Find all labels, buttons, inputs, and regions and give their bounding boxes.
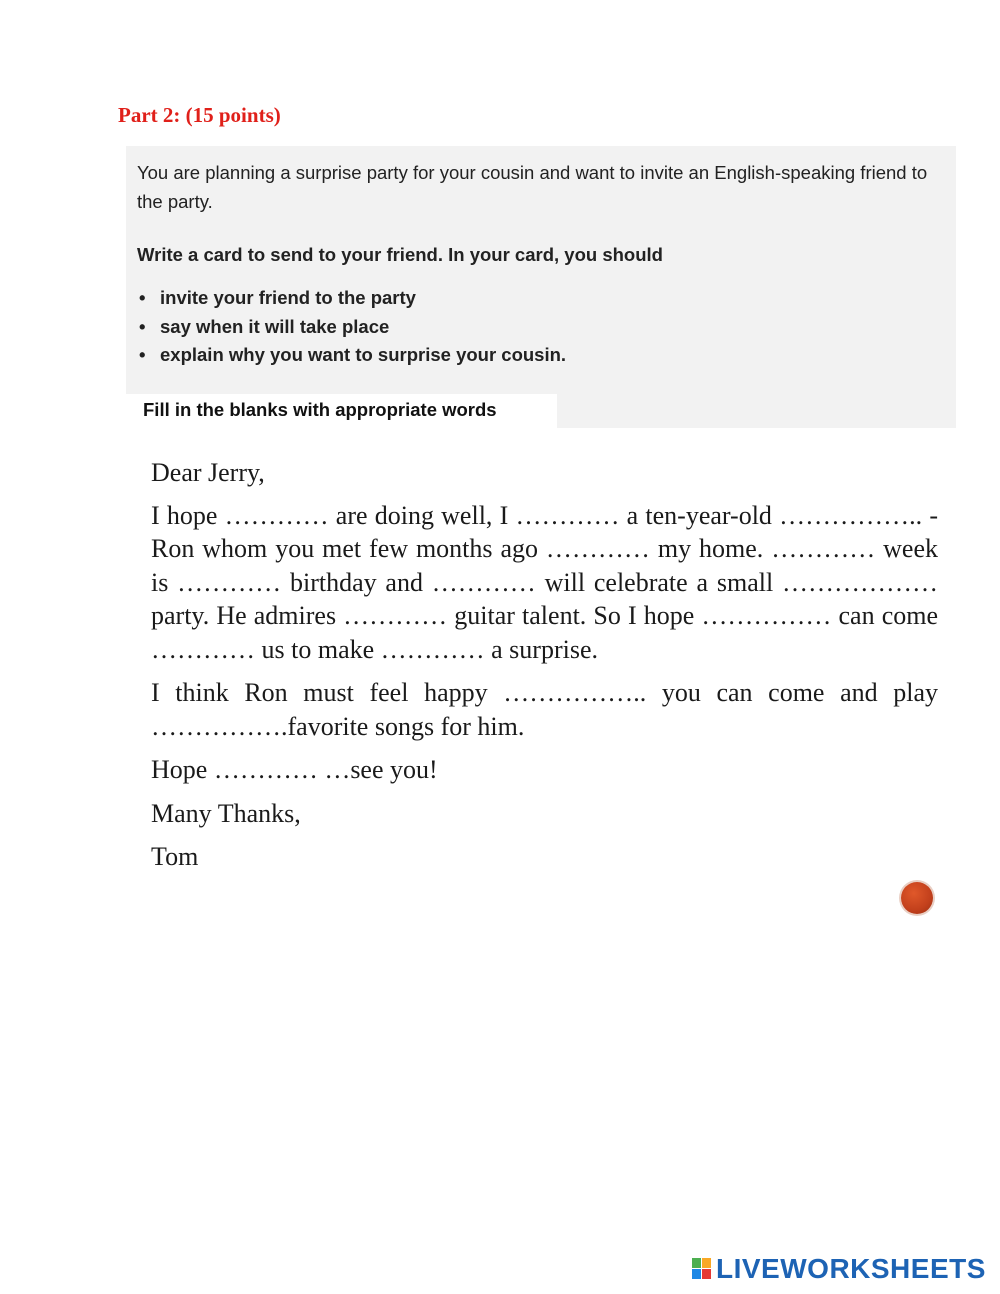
task-bullet-item	[137, 344, 566, 373]
task-bullet-item	[137, 287, 566, 316]
letter-signature: Tom	[151, 842, 199, 871]
liveworksheets-logo-text: LIVEWORKSHEETS	[716, 1253, 986, 1284]
task-box	[126, 146, 956, 428]
task-bullet-text: explain why you want to surprise your cousin.	[160, 344, 567, 365]
task-bullet-text: invite your friend to the party	[160, 287, 416, 308]
letter-paragraph-2: I think Ron must feel happy …………….. you can come and play …………….favorite songs for him.	[151, 678, 938, 741]
fill-instruction-label	[126, 394, 557, 428]
logo-square-yellow	[702, 1258, 711, 1268]
task-intro: You are planning a surprise party for your cousin and want to invite an English-speaking friend to the party.	[137, 162, 928, 212]
letter-closing: Many Thanks,	[151, 798, 301, 828]
part-title: Part 2: (15 points)	[118, 103, 281, 127]
letter-paragraph-1: I hope ………… are doing well, I ………… a ten-year-old …………….. - Ron whom you met few months ago ………… my home. ………… week is ………… birthday and ………… will celebrate a small ……………… party. He admires ………… guitar talent. So I hope …………… can come ………… us to make ………… a surprise.	[151, 500, 938, 664]
letter-greeting: Dear Jerry,	[151, 458, 265, 487]
letter-body	[151, 456, 938, 874]
fill-instruction-text: Fill in the blanks with appropriate words	[143, 399, 497, 420]
logo-square-red	[702, 1269, 711, 1279]
liveworksheets-brand	[692, 1254, 986, 1284]
task-bullet-text: say when it will take place	[160, 315, 390, 337]
bullet-icon: •	[139, 287, 146, 308]
liveworksheets-logo-icon	[692, 1258, 712, 1280]
bullet-icon: •	[139, 315, 146, 337]
logo-square-green	[692, 1258, 701, 1268]
task-bullet-list	[137, 287, 566, 373]
task-bullet-item	[137, 316, 566, 345]
logo-square-blue	[692, 1269, 701, 1279]
bullet-icon: •	[139, 344, 146, 365]
letter-hope-line: Hope ………… …see you!	[151, 755, 438, 784]
task-instruction: Write a card to send to your friend. In your card, you should	[137, 244, 663, 265]
audio-record-button[interactable]	[901, 882, 933, 914]
